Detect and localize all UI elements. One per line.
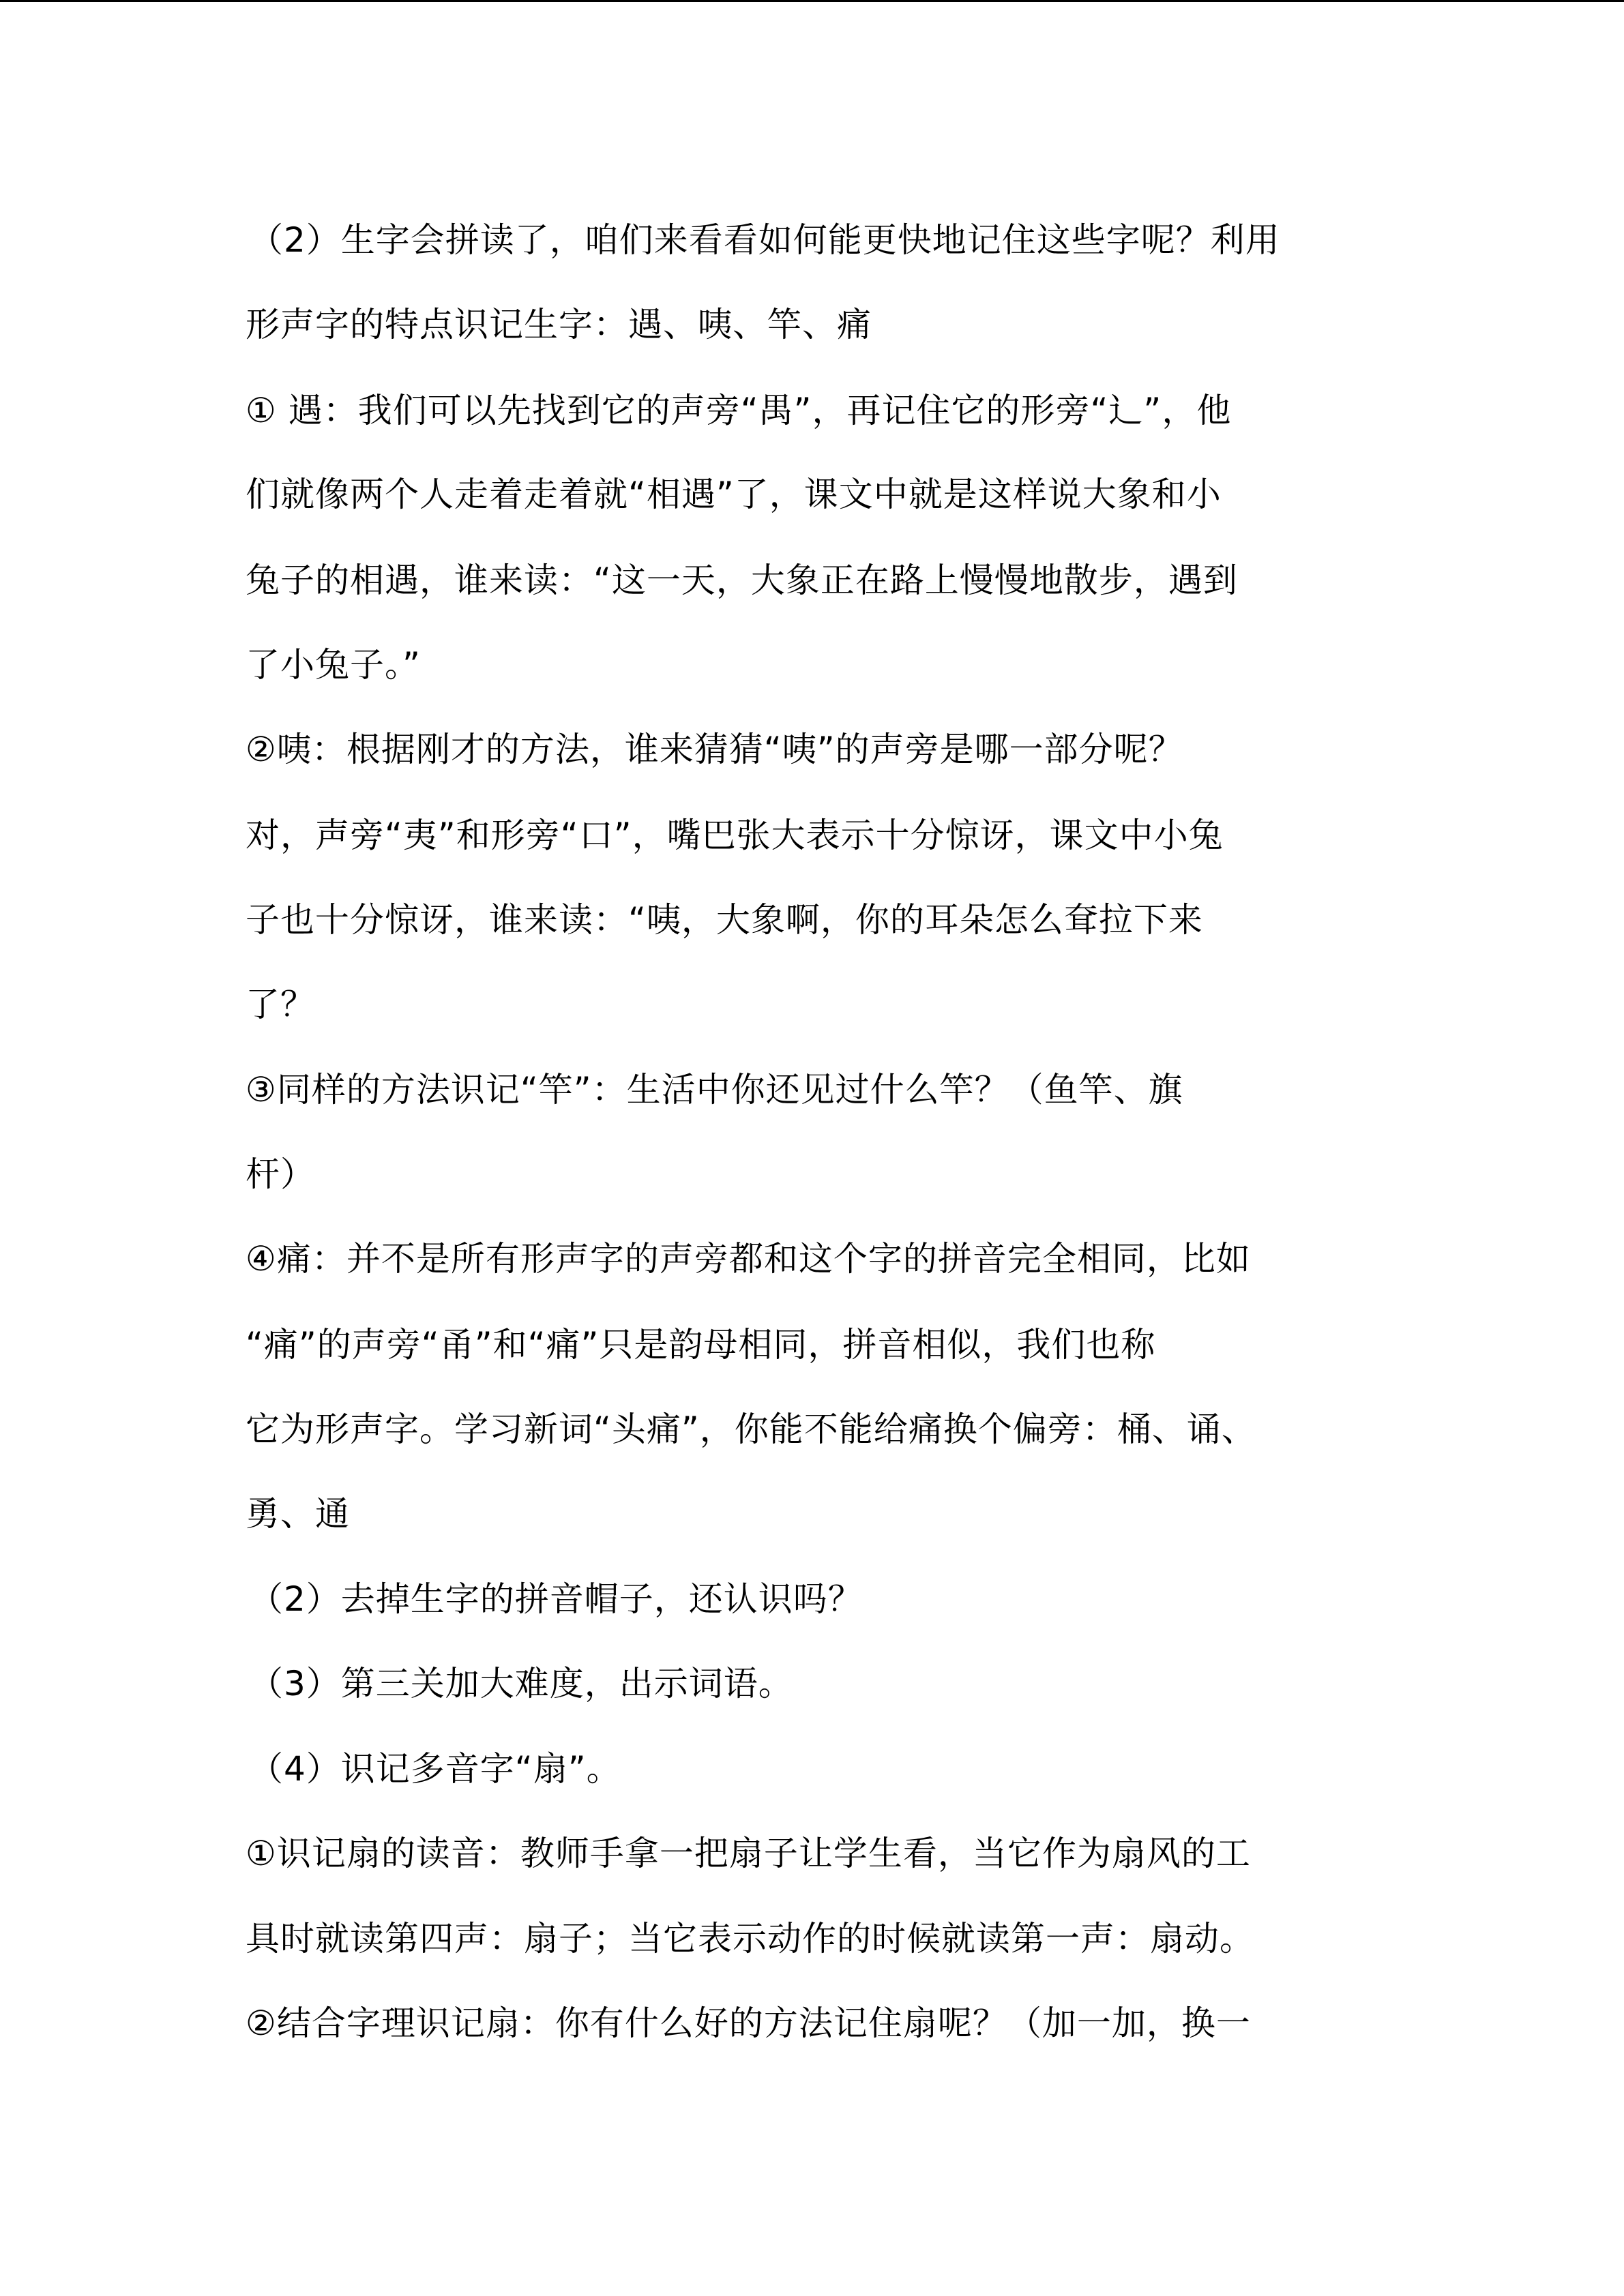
text-line: 杆） (246, 1154, 315, 1194)
text-line: ③同样的方法识记“竿”：生活中你还见过什么竿？（鱼竿、旗 (246, 1070, 1183, 1109)
text-line: 它为形声字。学习新词“头痛”，你能不能给痛换个偏旁：桶、诵、 (246, 1410, 1256, 1449)
text-line: （4）识记多音字“扇”。 (249, 1749, 621, 1789)
text-line: （2）生字会拼读了，咱们来看看如何能更快地记住这些字呢？利用 (249, 220, 1280, 260)
text-line: 们就像两个人走着走着就“相遇”了，课文中就是这样说大象和小 (246, 475, 1222, 514)
text-line: 具时就读第四声：扇子；当它表示动作的时候就读第一声：扇动。 (246, 1919, 1254, 1958)
text-line: ①识记扇的读音：教师手拿一把扇子让学生看，当它作为扇风的工 (246, 1834, 1251, 1873)
text-line: 了？ (246, 985, 315, 1024)
text-line: （3）第三关加大难度，出示词语。 (249, 1664, 793, 1703)
text-line: 了小兔子。” (246, 645, 421, 685)
text-line: “痛”的声旁“甬”和“痛”只是韵母相同，拼音相似，我们也称 (246, 1325, 1156, 1365)
text-line: 形声字的特点识记生字：遇、咦、竿、痛 (246, 305, 872, 344)
text-line: （2）去掉生字的拼音帽子，还认识吗？ (249, 1579, 863, 1619)
text-line: ① 遇：我们可以先找到它的声旁“禺”，再记住它的形旁“辶”，他 (246, 391, 1232, 430)
text-line: 勇、通 (246, 1494, 350, 1534)
text-line: ②结合字理识记扇：你有什么好的方法记住扇呢？（加一加，换一 (246, 2003, 1251, 2043)
text-line: 兔子的相遇，谁来读：“这一天，大象正在路上慢慢地散步，遇到 (246, 561, 1238, 600)
text-line: ②咦：根据刚才的方法，谁来猜猜“咦”的声旁是哪一部分呢？ (246, 730, 1183, 769)
text-line: 子也十分惊讶，谁来读：“咦，大象啊，你的耳朵怎么耷拉下来 (246, 900, 1203, 940)
text-line: 对，声旁“夷”和形旁“口”，嘴巴张大表示十分惊讶，课文中小兔 (246, 816, 1224, 855)
text-line: ④痛：并不是所有形声字的声旁都和这个字的拼音完全相同，比如 (246, 1239, 1251, 1279)
